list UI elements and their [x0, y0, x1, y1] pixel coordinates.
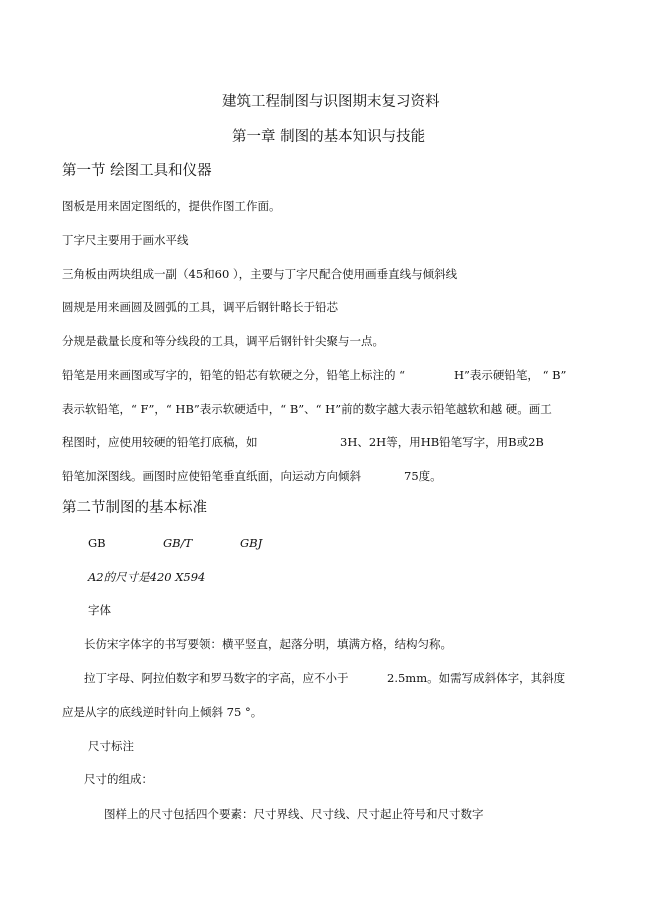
dimension-composition: 尺寸的组成： [84, 772, 153, 786]
paragraph-latin-b: 2.5mm。如需写成斜体字，其斜度 [387, 671, 566, 685]
pencil-line-3a: 程图时，应使用较硬的铅笔打底稿，如 [62, 435, 258, 449]
standard-gbj: GBJ [240, 536, 263, 550]
pencil-line-1b: H”表示硬铅笔， “ B” [454, 368, 567, 382]
doc-title: 建筑工程制图与识图期末复习资料 [222, 94, 440, 110]
section2-heading: 第二节制图的基本标准 [62, 500, 207, 516]
paragraph-fangsong: 长仿宋字体字的书写要领：横平竖直，起落分明，填满方格，结构匀称。 [84, 637, 452, 651]
pencil-line-4a: 铅笔加深图线。画图时应使铅笔垂直纸面，向运动方向倾斜 [62, 469, 361, 483]
pencil-line-3b: 3H、2H等，用HB铅笔写字，用B或2B [340, 435, 544, 449]
paragraph-divider: 分规是截量长度和等分线段的工具，调平后钢针针尖聚与一点。 [62, 334, 384, 348]
dimension-heading: 尺寸标注 [88, 739, 134, 753]
pencil-line-2: 表示软铅笔，“ F”，“ HB”表示软硬适中，“ B”、“ H”前的数字越大表示铅笔越软和越 硬。画工 [62, 402, 552, 416]
font-heading: 字体 [88, 603, 111, 617]
paragraph-slant: 应是从字的底线逆时针向上倾斜 75 °。 [62, 705, 263, 719]
dimension-elements: 图样上的尺寸包括四个要素：尺寸界线、尺寸线、尺寸起止符号和尺寸数字 [104, 807, 484, 821]
pencil-line-1a: 铅笔是用来画图或写字的，铅笔的铅芯有软硬之分，铅笔上标注的 “ [62, 368, 406, 382]
standard-gbt: GB/T [163, 536, 193, 550]
pencil-line-4b: 75度。 [404, 469, 442, 483]
paragraph-latin-a: 拉丁字母、阿拉伯数字和罗马数字的字高，应不小于 [84, 671, 349, 685]
paragraph-compass: 圆规是用来画圆及圆弧的工具，调平后钢针略长于铅芯 [62, 300, 338, 314]
paragraph-board: 图板是用来固定图纸的，提供作图工作面。 [62, 199, 281, 213]
standard-gb: GB [88, 536, 106, 550]
paper-size-a2: A2的尺寸是420 X594 [88, 570, 206, 584]
section1-heading: 第一节 绘图工具和仪器 [62, 163, 212, 179]
chapter-heading: 第一章 制图的基本知识与技能 [232, 129, 426, 145]
paragraph-triangle: 三角板由两块组成一副（45和60 ），主要与丁字尺配合使用画垂直线与倾斜线 [62, 267, 458, 281]
paragraph-tsquare: 丁字尺主要用于画水平线 [62, 233, 189, 247]
